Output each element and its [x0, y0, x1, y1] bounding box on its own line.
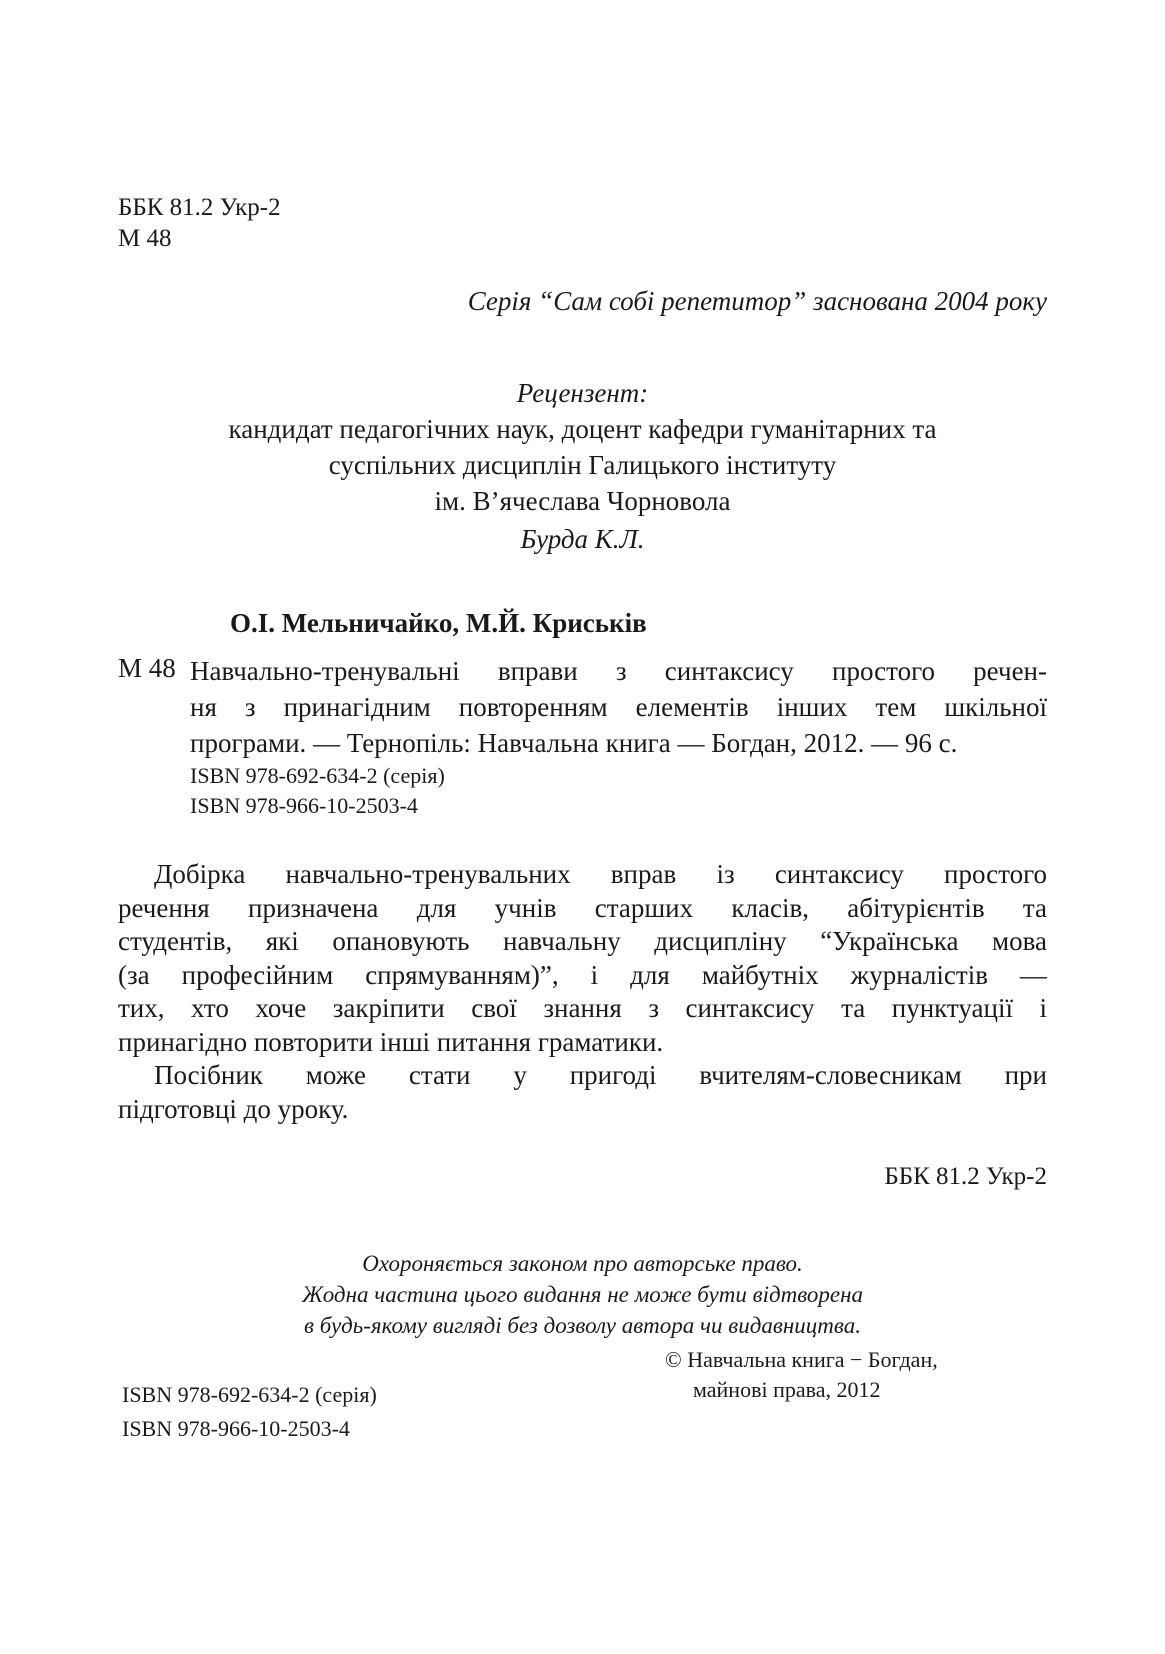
annotation-line: підготовці до уроку. [118, 1093, 349, 1124]
annotation-line: речення призначена для учнів старших класів, абітурієнтів та [118, 892, 1047, 923]
reviewer-line: кандидат педагогічних наук, доцент кафедри гуманітарних та [228, 414, 937, 444]
isbn-series-bottom: ISBN 978-692-634-2 (серія) [122, 1382, 377, 1407]
isbn-series: ISBN 978-692-634-2 (серія) [190, 763, 445, 788]
classification-bottom: ББК 81.2 Укр-2 [884, 1163, 1047, 1190]
publisher-rights-line: © Навчальна книга − Богдан, [665, 1347, 938, 1372]
catalog-code: М 48 [118, 653, 176, 683]
copyright-line: в будь-якому вигляді без дозволу автора чи видавництва. [304, 1313, 861, 1338]
publisher-rights-line: майнові права, 2012 [693, 1377, 881, 1402]
bbk-code: ББК 81.2 Укр-2 [118, 194, 281, 221]
reviewer-name: Бурда К.Л. [520, 524, 645, 554]
reviewer-line: суспільних дисциплін Галицького інституту [328, 450, 837, 480]
catalog-isbn-block [190, 761, 445, 821]
annotation-line: студентів, які опановують навчальну дисципліну “Українська мова [118, 926, 1047, 956]
author-sign: М 48 [118, 225, 172, 252]
copyright-notice [118, 1248, 1047, 1341]
series-note: Серія “Сам собі репетитор” заснована 2004 року [467, 286, 1047, 316]
catalog-line: програми. — Тернопіль: Навчальна книга — Богдан, 2012. — 96 с. [190, 728, 958, 758]
isbn-bottom [122, 1378, 377, 1446]
publisher-rights [665, 1345, 938, 1405]
annotation-line: Добірка навчально-тренувальних вправ із синтаксису простого [154, 859, 1047, 889]
copyright-line: Охороняється законом про авторське право. [362, 1251, 803, 1276]
authors: О.І. Мельничайко, М.Й. Криськів [230, 608, 647, 638]
catalog-description [190, 653, 1047, 761]
annotation [118, 858, 1047, 1126]
annotation-line: Посібник може стати у пригоді вчителям-словесникам при [154, 1060, 1047, 1090]
classification-top [118, 192, 281, 254]
copyright-line: Жодна частина цього видання не може бути відтворена [301, 1282, 864, 1307]
reviewer-line: ім. В’ячеслава Чорновола [434, 486, 731, 516]
isbn-book: ISBN 978-966-10-2503-4 [190, 793, 418, 818]
annotation-line: (за професійним спрямуванням)”, і для майбутніх журналістів — [118, 959, 1047, 990]
reviewer-title: Рецензент: [516, 378, 649, 408]
catalog-line: ня з принагідним повторенням елементів інших тем шкільної [190, 692, 1047, 722]
annotation-line: принагідно повторити інші питання граматики. [118, 1026, 664, 1057]
isbn-book-bottom: ISBN 978-966-10-2503-4 [122, 1416, 350, 1441]
reviewer-block [118, 375, 1047, 557]
annotation-line: тих, хто хоче закріпити свої знання з синтаксису та пунктуації і [118, 993, 1047, 1023]
catalog-line: Навчально-тренувальні вправи з синтаксису простого речен- [190, 656, 1047, 686]
